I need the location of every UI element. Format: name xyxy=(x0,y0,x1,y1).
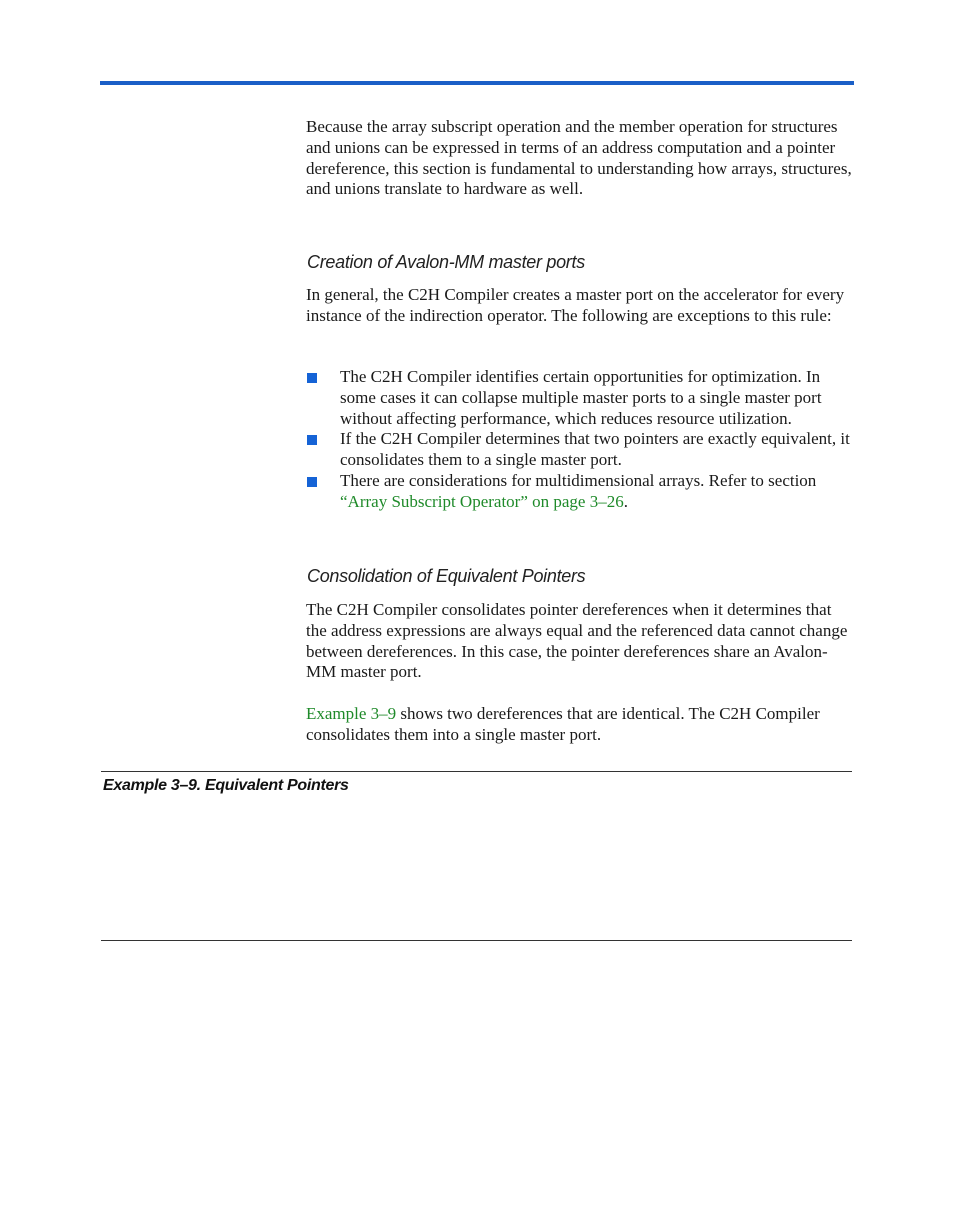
intro-paragraph: Because the array subscript operation and the member operation for structures and unions can be expressed in terms of an address computation and a pointer dereference, this section is fundamental to understanding how arrays, structures, and unions translate to hardware as well. xyxy=(306,117,852,199)
array-subscript-operator-link[interactable]: “Array Subscript Operator” on page 3–26 xyxy=(340,491,624,511)
list-item-text-end: . xyxy=(623,491,628,511)
list-item-text: If the C2H Compiler determines that two pointers are exactly equivalent, it consolidates them to a single master port. xyxy=(340,429,850,470)
section1-paragraph: In general, the C2H Compiler creates a master port on the accelerator for every instance of the indirection operator. The following are exceptions to this rule: xyxy=(306,285,845,325)
example-caption: Example 3–9. Equivalent Pointers xyxy=(103,777,349,794)
square-bullet-icon xyxy=(307,435,317,445)
example-bottom-rule xyxy=(101,940,852,941)
section1-block xyxy=(306,285,854,327)
list-item xyxy=(306,471,854,513)
exceptions-list xyxy=(306,367,854,513)
section2-paragraph-2-text: shows two dereferences that are identical. The C2H Compiler consolidates them into a single master port. xyxy=(306,704,820,744)
list-item-text: The C2H Compiler identifies certain opportunities for optimization. In some cases it can collapse multiple master ports to a single master port without affecting performance, which reduces resource utilization. xyxy=(340,367,822,428)
section2-paragraph-2 xyxy=(306,704,854,746)
section-heading-equivalent-pointers: Consolidation of Equivalent Pointers xyxy=(307,566,586,586)
section-heading-master-ports: Creation of Avalon-MM master ports xyxy=(307,252,585,272)
header-rule xyxy=(100,81,854,85)
square-bullet-icon xyxy=(307,373,317,383)
intro-block xyxy=(306,117,854,200)
list-item xyxy=(306,367,854,429)
section2-paragraph: The C2H Compiler consolidates pointer dereferences when it determines that the address expressions are always equal and the referenced data cannot change between dereferences. In this case, the pointer dereferences share an Avalon-MM master port. xyxy=(306,600,848,682)
list-item xyxy=(306,429,854,471)
example-top-rule xyxy=(101,771,852,772)
square-bullet-icon xyxy=(307,477,317,487)
section2-block-2 xyxy=(306,704,854,746)
example-3-9-link[interactable]: Example 3–9 xyxy=(306,704,397,723)
list-item-text: There are considerations for multidimensional arrays. Refer to section xyxy=(340,470,817,490)
section2-block xyxy=(306,600,854,683)
